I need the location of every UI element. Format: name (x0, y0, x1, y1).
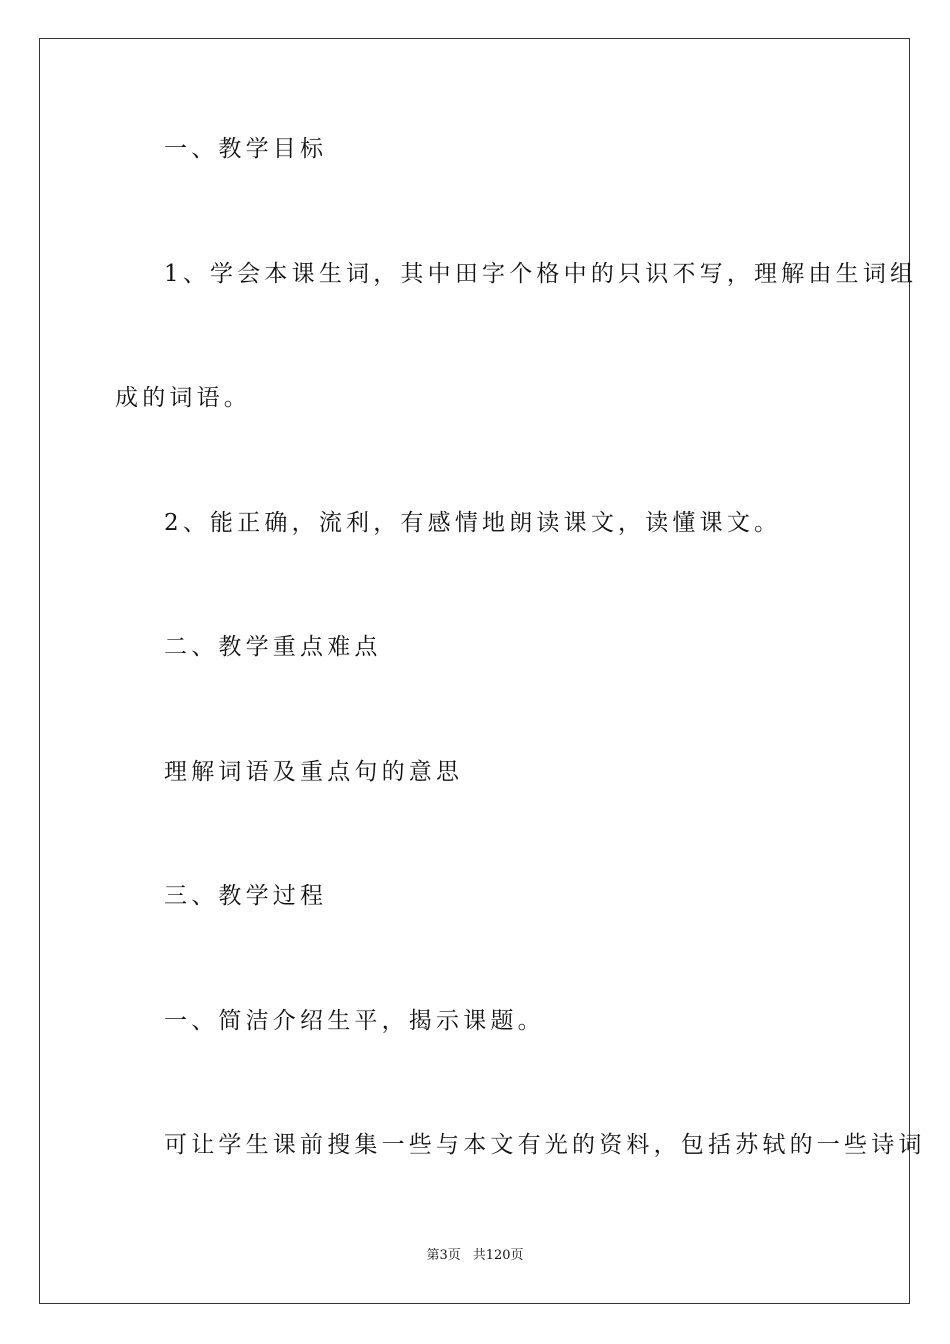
paragraph-goal-1: 1、学会本课生词，其中田字个格中的只识不写，理解由生词组 (164, 261, 918, 287)
page-footer (0, 1247, 950, 1265)
paragraph-key-points: 理解词语及重点句的意思 (164, 759, 464, 785)
paragraph-process-detail: 可让学生课前搜集一些与本文有光的资料，包括苏轼的一些诗词 (164, 1132, 926, 1158)
page-number-total: 共120页 (472, 1248, 524, 1263)
page-frame (39, 38, 910, 1304)
paragraph-process-step-1: 一、简洁介绍生平，揭示课题。 (164, 1008, 545, 1034)
paragraph-goal-2: 2、能正确，流利，有感情地朗读课文，读懂课文。 (164, 510, 782, 536)
section-heading-teaching-goals: 一、教学目标 (164, 136, 328, 162)
paragraph-goal-1-continued: 成的词语。 (115, 385, 251, 411)
page-number-current: 第3页 (426, 1248, 461, 1263)
section-heading-teaching-process: 三、教学过程 (164, 883, 328, 909)
section-heading-key-points: 二、教学重点难点 (164, 634, 382, 660)
